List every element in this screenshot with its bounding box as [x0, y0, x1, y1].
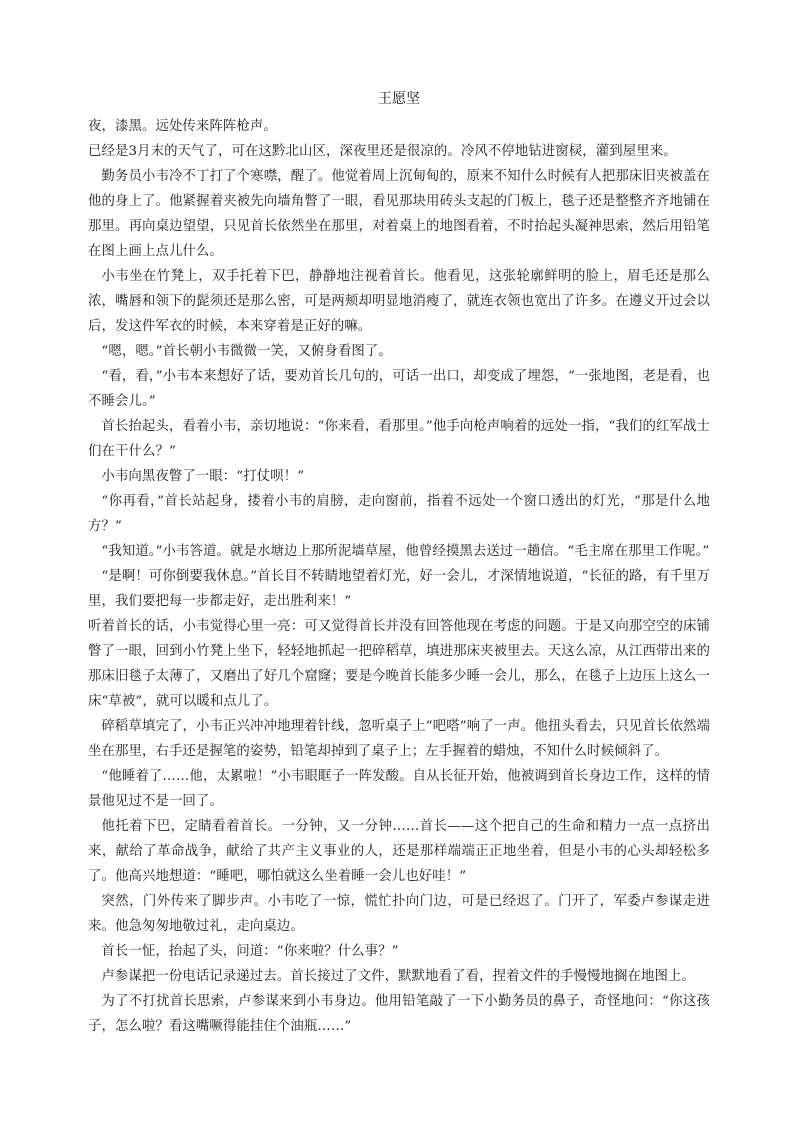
page-title: 王愿坚 — [377, 91, 421, 107]
paragraph: 听着首长的话，小韦觉得心里一亮：可又觉得首长并没有回答他现在考虑的问题。于是又向那空空的床铺瞥了一眼，回到小竹凳上坐下，轻轻地抓起一把碎稻草，填进那床夹被里去。天这么凉，从江西带出来的那床旧毯子太薄了，又磨出了好几个窟窿；要是今晚首长能多少睡一会儿，那么，在毯子上边压上这么一床“草被”，就可以暖和点儿了。 — [88, 619, 710, 709]
paragraph: 为了不打扰首长思索，卢参谋来到小韦身边。他用铅笔敲了一下小勤务员的鼻子，奇怪地问：“你这孩子，怎么啦？看这嘴噘得能挂住个油瓶……” — [88, 994, 710, 1034]
paragraph: 首长抬起头，看着小韦，亲切地说：“你来看，看那里。”他手向枪声响着的远处一指，“我们的红军战士们在干什么？” — [88, 419, 710, 459]
paragraph: 他托着下巴，定睛看着首长。一分钟，又一分钟……首长——这个把自己的生命和精力一点一点挤出来，献给了革命战争，献给了共产主义事业的人，还是那样端端正正地坐着，但是小韦的心头却轻松多了。他高兴地想道：“睡吧，哪怕就这么坐着睡一会儿也好哇！” — [88, 819, 710, 884]
paragraph: “看，看，”小韦本来想好了话，要劝首长几句的，可话一出口，却变成了埋怨，“一张地图，老是看，也不睡会儿。” — [88, 369, 710, 409]
paragraph: 卢参谋把一份电话记录递过去。首长接过了文件，默默地看了看，捏着文件的手慢慢地搁在地图上。 — [101, 969, 695, 984]
paragraph: “是啊！可你倒要我休息。”首长目不转睛地望着灯光，好一会儿，才深情地说道，“长征的路，有千里万里，我们要把每一步都走好，走出胜利来！” — [88, 569, 710, 609]
paragraph: 夜，漆黑。远处传来阵阵枪声。 — [88, 119, 277, 134]
document-body — [88, 88, 710, 1039]
paragraph: 首长一怔，抬起了头，问道：“你来啦？什么事？” — [101, 944, 399, 959]
paragraph: “他睡着了……他，太累啦！”小韦眼眶子一阵发酸。自从长征开始，他被调到首长身边工作，这样的情景他见过不是一回了。 — [88, 769, 710, 809]
paragraph: 勤务员小韦冷不丁打了个寒噤，醒了。他觉着周上沉甸甸的，原来不知什么时候有人把那床旧夹被盖在他的身上了。他紧握着夹被先向墙角瞥了一眼，看见那块用砖头支起的门板上，毯子还是整整齐齐地铺在那里。再向桌边望望，只见首长依然坐在那里，对着桌上的地图看着，不时抬起头凝神思索，然后用铅笔在图上画上点儿什么。 — [88, 169, 710, 259]
paragraph: “嗯，嗯。”首长朝小韦微微一笑，又俯身看图了。 — [101, 344, 392, 359]
paragraph: “我知道。”小韦答道。就是水塘边上那所泥墙草屋，他曾经摸黑去送过一趟信。“毛主席在那里工作呢。” — [101, 544, 710, 559]
paragraph-list — [88, 114, 710, 1039]
paragraph: “你再看，”首长站起身，搂着小韦的肩膀，走向窗前，指着不远处一个窗口透出的灯光，“那是什么地方？” — [88, 494, 710, 534]
paragraph: 小韦向黑夜瞥了一眼：“打仗呗！” — [101, 469, 305, 484]
paragraph: 已经是3月末的天气了，可在这黔北山区，深夜里还是很凉的。冷风不停地钻进窗棂，灌到屋里来。 — [88, 144, 677, 159]
paragraph: 小韦坐在竹凳上，双手托着下巴，静静地注视着首长。他看见，这张轮廓鲜明的脸上，眉毛还是那么浓，嘴唇和领下的髭须还是那么密，可是两颊却明显地消瘦了，就连衣领也宽出了许多。在遵义开过会以后，发这件军衣的时候，本来穿着是正好的嘛。 — [88, 269, 710, 334]
paragraph: 突然，门外传来了脚步声。小韦吃了一惊，慌忙扑向门边，可是已经迟了。门开了，军委卢参谋走进来。他急匆匆地敬过礼，走向桌边。 — [88, 894, 710, 934]
paragraph: 碎稻草填完了，小韦正兴冲冲地理着针线，忽听桌子上“吧嗒”响了一声。他扭头看去，只见首长依然端坐在那里，右手还是握笔的姿势，铅笔却掉到了桌子上；左手握着的蜡烛，不知什么时候倾斜了。 — [88, 719, 710, 759]
